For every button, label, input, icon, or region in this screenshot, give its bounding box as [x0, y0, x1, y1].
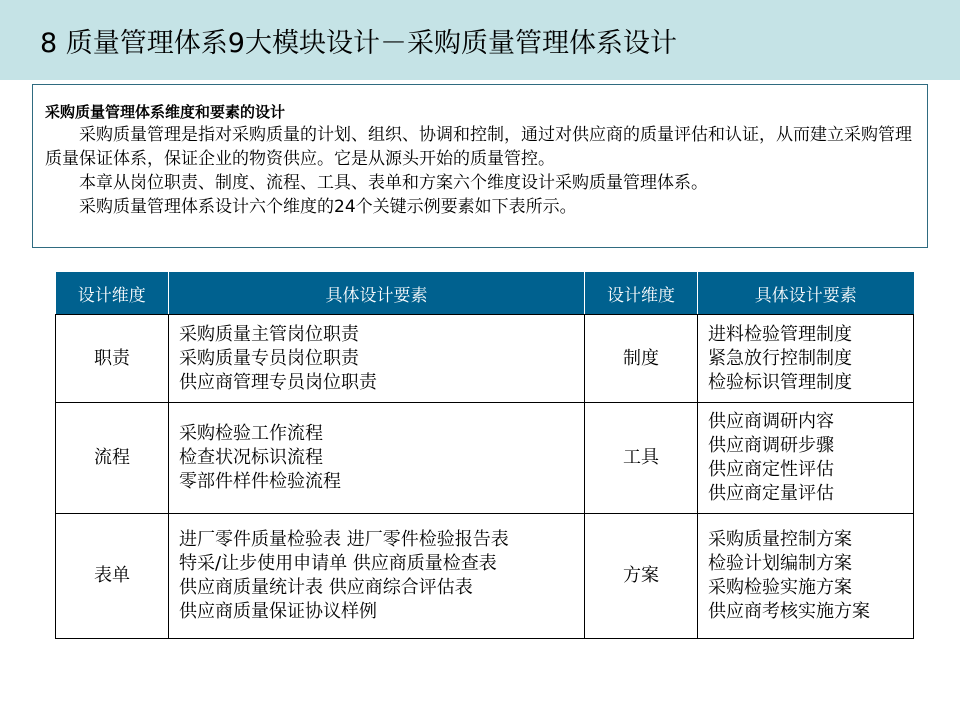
element-item: 特采/让步使用申请单 供应商质量检查表: [179, 553, 497, 574]
element-item: 供应商调研内容: [708, 411, 834, 432]
element-item: 供应商质量统计表 供应商综合评估表: [179, 577, 473, 598]
elements-cell: [169, 514, 585, 639]
element-item: 零部件样件检验流程: [179, 471, 341, 492]
table-header-row: [56, 272, 914, 315]
elements-cell: [698, 315, 914, 403]
dimension-cell: 职责: [56, 315, 169, 403]
elements-cell: [169, 315, 585, 403]
column-header: 具体设计要素: [698, 272, 914, 315]
element-item: 检验标识管理制度: [708, 371, 852, 393]
intro-heading: 采购质量管理体系维度和要素的设计: [45, 103, 286, 121]
table-row: [56, 403, 914, 514]
element-item: 采购检验工作流程: [179, 423, 323, 444]
element-item: 供应商管理专员岗位职责: [179, 371, 377, 393]
element-item: 供应商质量保证协议样例: [179, 601, 377, 622]
dimension-cell: 工具: [585, 403, 698, 514]
element-item: 供应商定性评估: [708, 459, 834, 480]
title-bar: [0, 0, 960, 80]
column-header: 具体设计要素: [169, 272, 585, 315]
element-item: 采购检验实施方案: [708, 577, 852, 598]
element-item: 紧急放行控制制度: [708, 347, 852, 369]
intro-paragraph: 本章从岗位职责、制度、流程、工具、表单和方案六个维度设计采购质量管理体系。: [79, 173, 708, 193]
column-header: 设计维度: [585, 272, 698, 315]
elements-cell: [698, 403, 914, 514]
elements-cell: [698, 514, 914, 639]
dimension-cell: 流程: [56, 403, 169, 514]
elements-cell: [169, 403, 585, 514]
element-item: 进厂零件质量检验表 进厂零件检验报告表: [179, 529, 509, 550]
table-row: [56, 514, 914, 639]
element-item: 采购质量专员岗位职责: [179, 347, 359, 369]
element-item: 进料检验管理制度: [708, 323, 852, 345]
element-item: 供应商调研步骤: [708, 435, 834, 456]
dimension-cell: 方案: [585, 514, 698, 639]
intro-paragraph: 采购质量管理是指对采购质量的计划、组织、协调和控制，通过对供应商的质量评估和认证，从而建立采购管理质量保证体系，保证企业的物资供应。它是从源头开始的质量管控。: [45, 125, 912, 169]
column-header: 设计维度: [56, 272, 169, 315]
dimension-cell: 表单: [56, 514, 169, 639]
table-row: [56, 315, 914, 403]
dimension-cell: 制度: [585, 315, 698, 403]
element-item: 供应商考核实施方案: [708, 601, 870, 622]
intro-paragraph: 采购质量管理体系设计六个维度的24个关键示例要素如下表所示。: [79, 197, 577, 217]
element-item: 检验计划编制方案: [708, 553, 852, 574]
element-item: 检查状况标识流程: [179, 447, 323, 468]
page-title: 8 质量管理体系9大模块设计－采购质量管理体系设计: [40, 28, 677, 59]
element-item: 采购质量控制方案: [708, 529, 852, 550]
element-item: 供应商定量评估: [708, 483, 834, 504]
design-elements-table: [55, 272, 914, 639]
intro-box: [32, 84, 928, 248]
element-item: 采购质量主管岗位职责: [179, 323, 359, 345]
